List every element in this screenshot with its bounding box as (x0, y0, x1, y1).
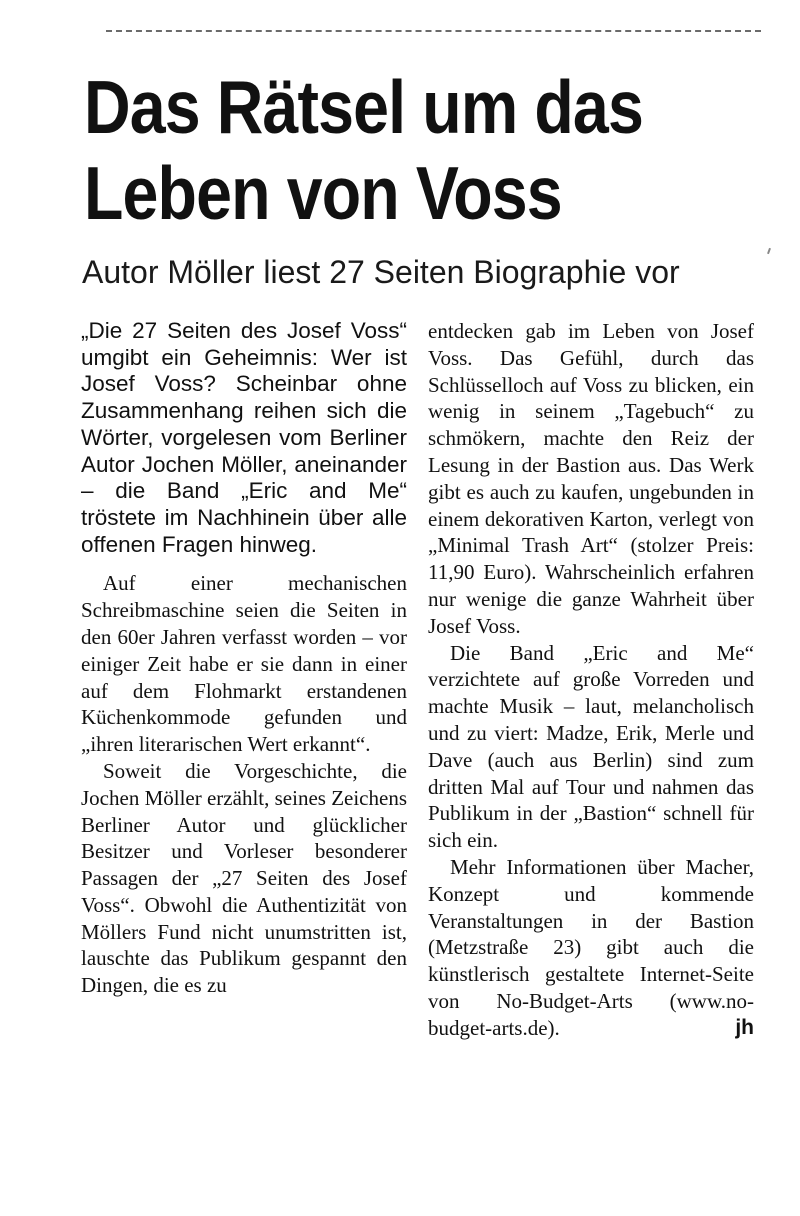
column-left (81, 318, 407, 999)
headline: Das Rätsel um das Leben von Voss (84, 65, 643, 235)
column-right (428, 318, 754, 1042)
body-paragraph-4 (428, 854, 754, 1042)
body-paragraph-3: Die Band „Eric and Me“ verzichtete auf große Vorreden und machte Musik – laut, melancholisch und zu viert: Madze, Erik, Merle und Dave (auch aus Berlin) sind zum dritten Mal auf Tour und nahmen das Publikum in der „Bastion“ schnell für sich ein. (428, 640, 754, 853)
body-paragraph-2: Soweit die Vorgeschichte, die Jochen Möller erzählt, seines Zeichens Berliner Autor und glücklicher Besitzer und Vorleser besonderer Passagen der „27 Seiten des Josef Voss“. Obwohl die Authentizität von Möllers Fund nicht unumstritten ist, lauschte das Publikum gespannt den Dingen, die es zu (81, 758, 407, 998)
subheadline: Autor Möller liest 27 Seiten Biographie vor (82, 254, 680, 290)
body-paragraph-4-text: Mehr Informationen über Macher, Konzept und kommende Veranstaltungen in der Bastion (Metzstraße 23) gibt auch die künstlerisch gestaltete Internet-Seite von No-Budget-Arts (www.no-budget-arts.de). (428, 854, 754, 1040)
top-rule (106, 30, 761, 32)
body-paragraph-1: Auf einer mechanischen Schreibmaschine seien die Seiten in den 60er Jahren verfasst worden – vor einiger Zeit habe er sie dann in einer auf dem Flohmarkt erstandenen Küchenkommode gefunden und „ihren literarischen Wert erkannt“. (81, 571, 407, 757)
author-initials: jh (735, 1015, 754, 1039)
body-paragraph-2-continued: entdecken gab im Leben von Josef Voss. Das Gefühl, durch das Schlüsselloch auf Voss zu blicken, ein wenig in seinem „Tagebuch“ zu schmökern, machte den Reiz der Lesung in der Bastion aus. Das Werk gibt es auch zu kaufen, ungebunden in einem dekorativen Karton, verlegt von „Minimal Trash Art“ (stolzer Preis: 11,90 Euro). Wahrscheinlich erfahren nur wenige die ganze Wahrheit über Josef Voss. (428, 319, 754, 638)
lead-paragraph: „Die 27 Seiten des Josef Voss“ umgibt ein Geheimnis: Wer ist Josef Voss? Scheinbar ohne Zusammenhang reihen sich die Wörter, vorgelesen vom Berliner Autor Jochen Möller, aneinander – die Band „Eric and Me“ tröstete im Nachhinein über alle offenen Fragen hinweg. (81, 318, 407, 557)
